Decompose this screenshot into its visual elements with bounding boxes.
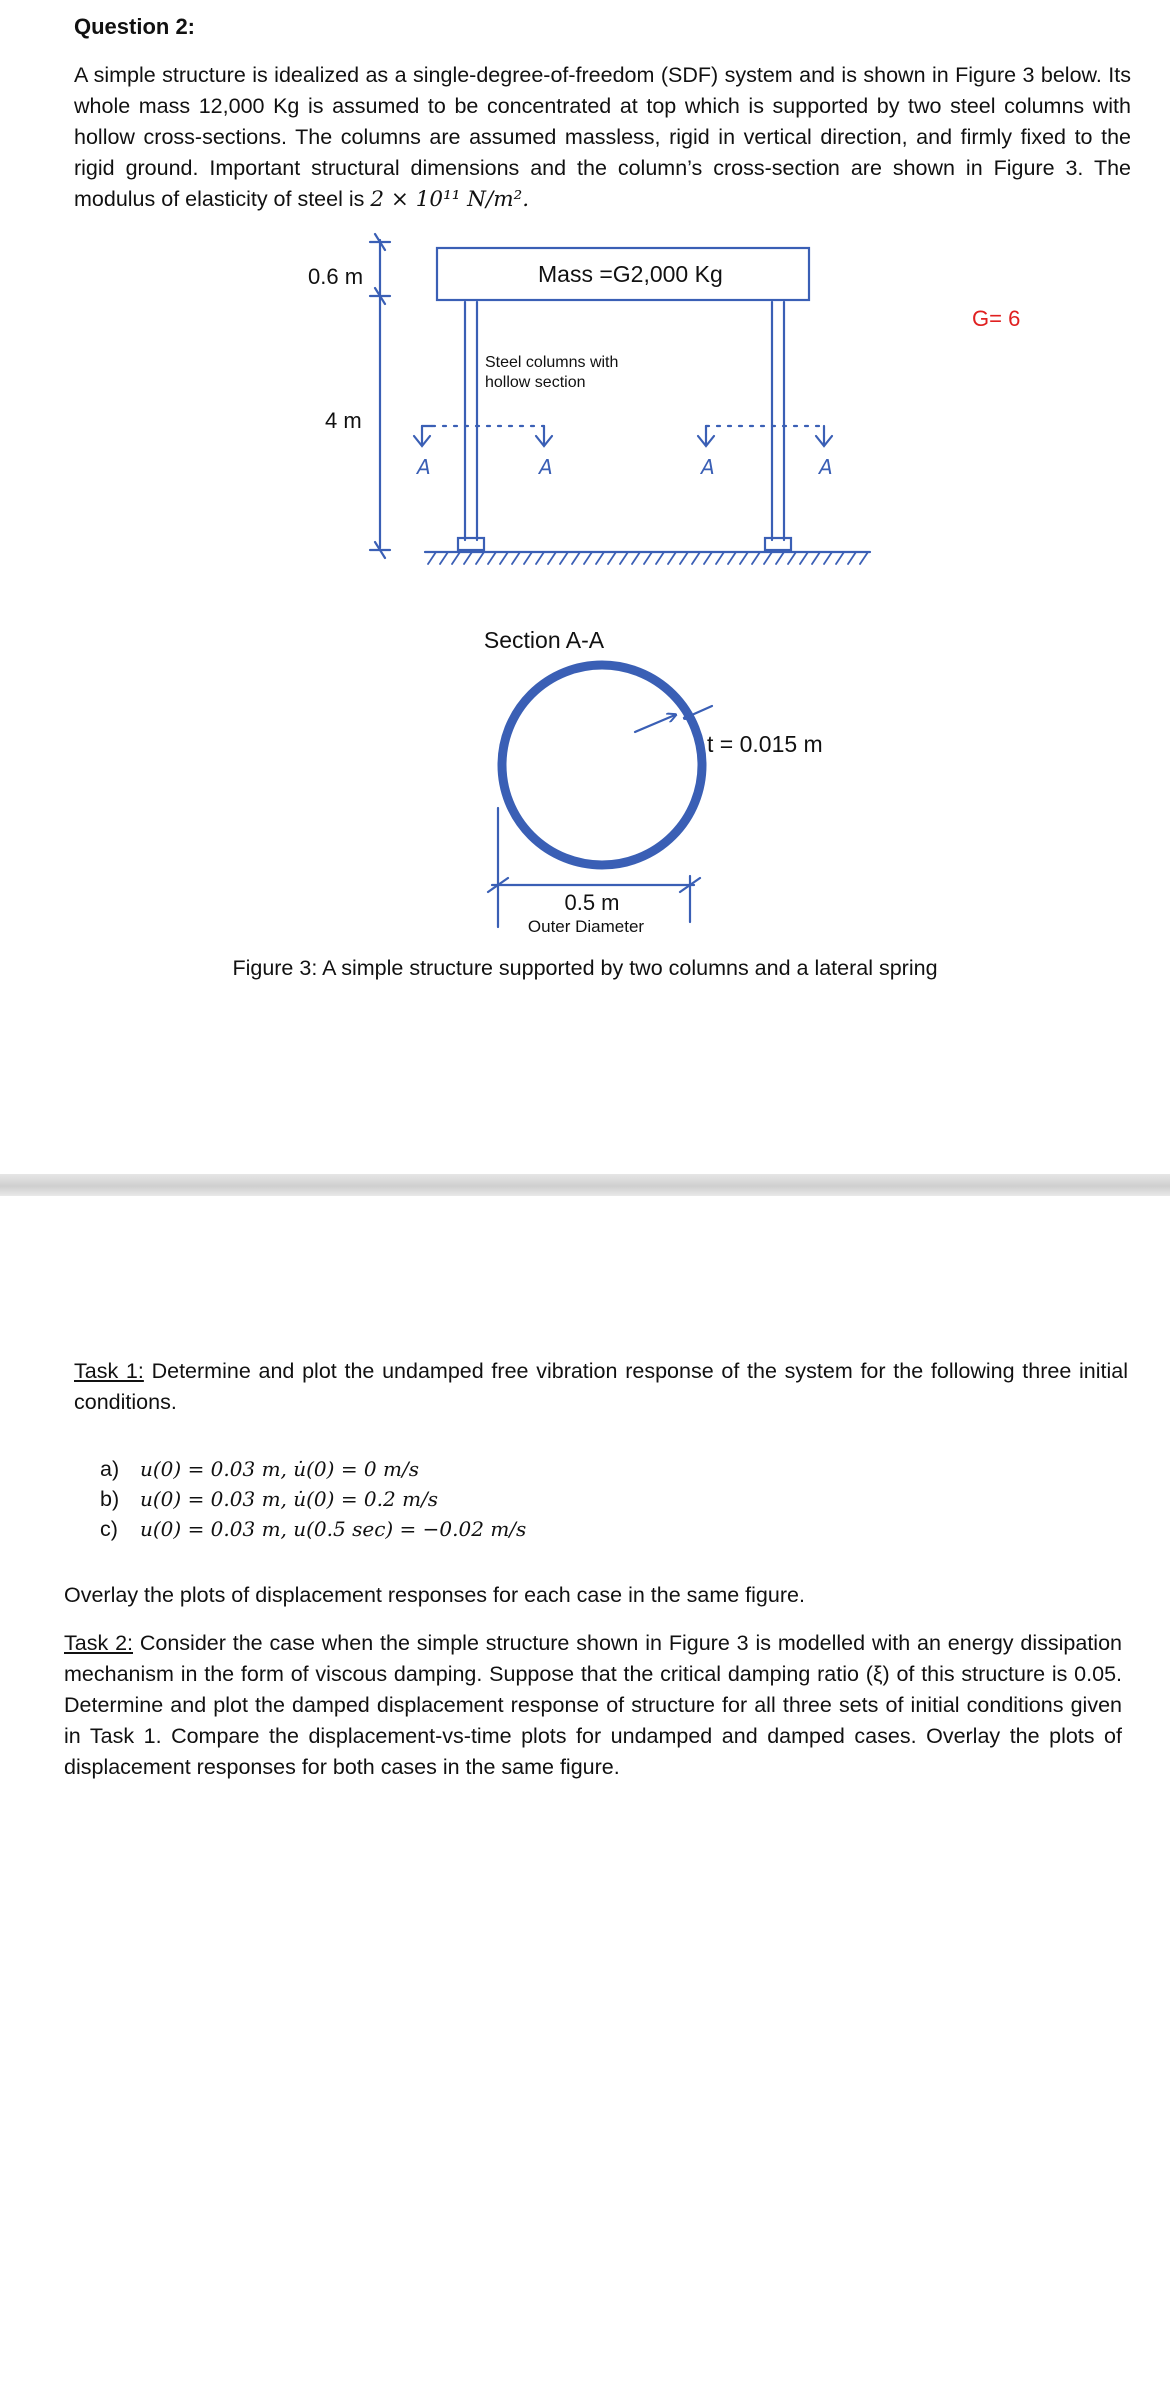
- question-intro-text: A simple structure is idealized as a single-degree-of-freedom (SDF) system and is shown in Figure 3 below. Its whole mass 12,000 Kg is assumed to be concentrated at top which is supported by two steel columns with hollow cross-sections. The columns are assumed massless, rigid in vertical direction, and firmly fixed to the rigid ground. Important structural dimensions and the column’s cross-section are shown in Figure 3. The modulus of elasticity of steel is: [74, 63, 1131, 211]
- g-value-note: G= 6: [972, 306, 1020, 331]
- overlay-instruction: Overlay the plots of displacement responses for each case in the same figure.: [64, 1583, 805, 1607]
- right-base-plate: [765, 538, 791, 550]
- column-note-line2: hollow section: [485, 374, 586, 391]
- task1-paragraph: [74, 1356, 1128, 1418]
- task2-label: Task 2:: [64, 1631, 133, 1655]
- left-base-plate: [458, 538, 484, 550]
- initial-conditions-list: [100, 1454, 526, 1544]
- question-title: Question 2:: [74, 14, 196, 39]
- section-mark-4: A: [819, 455, 833, 479]
- hollow-circle-section: [502, 665, 702, 865]
- dim-top-label: 0.6 m: [308, 264, 364, 289]
- condition-b-label: b): [100, 1487, 120, 1511]
- question-intro: [74, 60, 1131, 215]
- section-mark-3: A: [701, 455, 715, 479]
- condition-c: [100, 1514, 526, 1544]
- condition-a-expression: u(0) = 0.03 m, u̇(0) = 0 m/s: [140, 1457, 419, 1481]
- task1-text: Determine and plot the undamped free vibration response of the system for the following three initial conditions.: [74, 1359, 1128, 1414]
- diameter-label: Outer Diameter: [527, 917, 645, 936]
- figure-3: [280, 222, 1020, 942]
- task1-label: Task 1:: [74, 1359, 144, 1383]
- condition-c-expression: u(0) = 0.03 m, u(0.5 sec) = −0.02 m/s: [140, 1517, 527, 1541]
- ground-hatching: [428, 552, 868, 564]
- structure-diagram: [280, 222, 1020, 942]
- dim-height-label: 4 m: [325, 408, 362, 433]
- section-title: Section A-A: [483, 627, 605, 653]
- section-mark-2: A: [539, 455, 553, 479]
- task2-paragraph: [64, 1628, 1122, 1783]
- elastic-modulus: 2 × 10¹¹ N/m².: [370, 187, 530, 212]
- diameter-value: 0.5 m: [564, 890, 620, 915]
- task2-text: Consider the case when the simple structure shown in Figure 3 is modelled with an energy dissipation mechanism in the form of viscous damping. Suppose that the critical damping ratio (ξ) of this structure is 0.05. Determine and plot the damped displacement response of structure for all three sets of initial conditions given in Task 1. Compare the displacement-vs-time plots for undamped and damped cases. Overlay the plots of displacement responses for both cases in the same figure.: [64, 1631, 1122, 1779]
- section-mark-1: A: [417, 455, 431, 479]
- page-break: [0, 1174, 1170, 1196]
- condition-c-label: c): [100, 1517, 118, 1541]
- column-note-line1: Steel columns with: [485, 354, 619, 371]
- condition-b-expression: u(0) = 0.03 m, u̇(0) = 0.2 m/s: [140, 1487, 439, 1511]
- page-one: [0, 0, 1170, 1174]
- page-two: [0, 1196, 1170, 2392]
- thickness-arrow-inner: [635, 715, 675, 732]
- figure-caption: Figure 3: A simple structure supported by two columns and a lateral spring: [232, 956, 938, 980]
- condition-a-label: a): [100, 1457, 120, 1481]
- condition-b: [100, 1484, 526, 1514]
- condition-a: [100, 1454, 526, 1484]
- thickness-label: t = 0.015 m: [707, 731, 823, 757]
- mass-label: Mass =G2,000 Kg: [538, 261, 723, 287]
